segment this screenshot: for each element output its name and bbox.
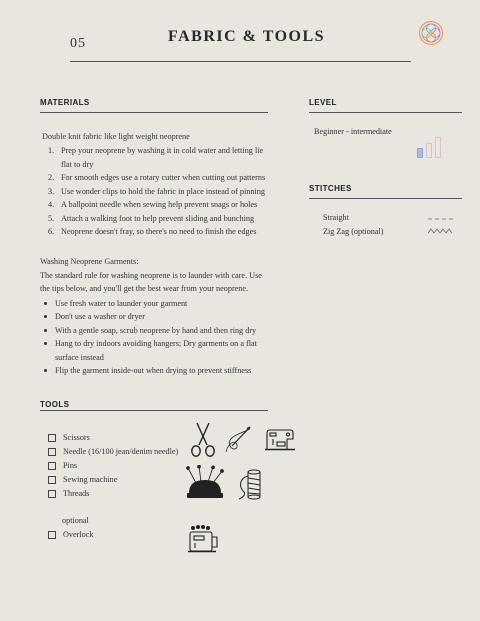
washing-heading: Washing Neoprene Garments: (40, 257, 139, 266)
tools-divider (40, 410, 268, 411)
tools-list (48, 431, 178, 501)
title-divider (70, 61, 411, 62)
step-text: Neoprene doesn't fray, so there's no need to finish the edges (61, 227, 257, 236)
level-divider (309, 112, 462, 113)
tool-label: Scissors (63, 433, 90, 443)
pins-checkbox[interactable] (48, 462, 56, 470)
page-title: FABRIC & TOOLS (168, 28, 326, 45)
step-number: 2. (48, 173, 55, 182)
step-number: 1. (48, 146, 55, 155)
washing-tips (40, 297, 272, 378)
level-bar (426, 143, 432, 158)
sewing-machine-checkbox[interactable] (48, 476, 56, 484)
list-item (48, 225, 270, 239)
level-heading: LEVEL (309, 98, 337, 107)
tool-label: Threads (63, 489, 90, 499)
list-item (48, 198, 270, 212)
tools-heading: TOOLS (40, 400, 70, 409)
tool-label: Overlock (63, 530, 94, 540)
washing-block (40, 255, 272, 378)
materials-steps (48, 144, 270, 239)
step-number: 6. (48, 227, 55, 236)
stitches-heading: STITCHES (309, 184, 352, 193)
step-text: Use wonder clips to hold the fabric in place instead of pinning (61, 186, 265, 196)
list-item (48, 212, 270, 226)
stitches-divider (309, 198, 462, 199)
tool-label: Pins (63, 461, 78, 471)
materials-heading: MATERIALS (40, 98, 90, 107)
list-item (48, 185, 270, 199)
materials-fabric: Double knit fabric like light weight neoprene (42, 132, 190, 141)
step-number: 5. (48, 213, 55, 223)
list-item: Hang to dry indoors avoiding hangers; Dry garments on a flat surface instead (40, 337, 272, 364)
tool-label: Needle (16/100 jean/denim needle) (63, 447, 179, 457)
list-item (48, 144, 270, 171)
level-bar (435, 137, 441, 158)
list-item[interactable] (48, 431, 178, 445)
needle-checkbox[interactable] (48, 448, 56, 456)
washing-intro: The standard rule for washing neoprene is to launder with care. Use the tips below, and you'll get the best wear from your neoprene. (40, 270, 262, 293)
stitch-straight-label: Straight (323, 213, 349, 222)
list-item: Flip the garment inside-out when drying to prevent stiffness (40, 364, 272, 378)
list-item[interactable] (48, 528, 93, 542)
overlock-checkbox[interactable] (48, 531, 56, 539)
threads-checkbox[interactable] (48, 490, 56, 498)
materials-divider (40, 112, 268, 113)
scissors-checkbox[interactable] (48, 434, 56, 442)
level-value: Beginner - intermediate (314, 127, 392, 136)
tool-label: Sewing machine (63, 475, 118, 485)
step-text: Attach a walking foot to help prevent sliding and bunching (61, 213, 255, 223)
list-item (48, 171, 270, 185)
scissors-icon (188, 421, 218, 459)
list-item: Use fresh water to launder your garment (40, 297, 272, 311)
pincushion-icon (184, 465, 226, 501)
list-item[interactable] (48, 459, 178, 473)
stitch-zigzag-label: Zig Zag (optional) (323, 227, 384, 236)
straight-stitch-icon (428, 216, 454, 222)
list-item[interactable] (48, 445, 178, 459)
list-item[interactable] (48, 473, 178, 487)
list-item[interactable] (48, 487, 178, 501)
step-number: 4. (48, 200, 55, 209)
optional-tools-list (48, 528, 93, 542)
level-indicator (417, 136, 445, 158)
sewing-machine-icon (264, 427, 296, 453)
step-text: A ballpoint needle when sewing help prevent snags or holes (61, 200, 258, 209)
overlock-machine-icon (187, 523, 219, 555)
page-number: 05 (70, 36, 86, 51)
list-item: Don't use a washer or dryer (40, 310, 272, 324)
zigzag-stitch-icon (428, 227, 454, 235)
mandala-logo-icon (418, 20, 444, 46)
needle-thread-icon (224, 424, 254, 456)
step-number: 3. (48, 186, 55, 196)
step-text: Prep your neoprene by washing it in cold water and letting lie flat to dry (61, 146, 264, 169)
level-bar (417, 148, 423, 158)
optional-label: optional (62, 516, 89, 525)
step-text: For smooth edges use a rotary cutter when cutting out patterns (61, 173, 266, 182)
list-item: With a gentle soap, scrub neoprene by hand and then ring dry (40, 324, 272, 338)
thread-spool-icon (236, 468, 266, 502)
